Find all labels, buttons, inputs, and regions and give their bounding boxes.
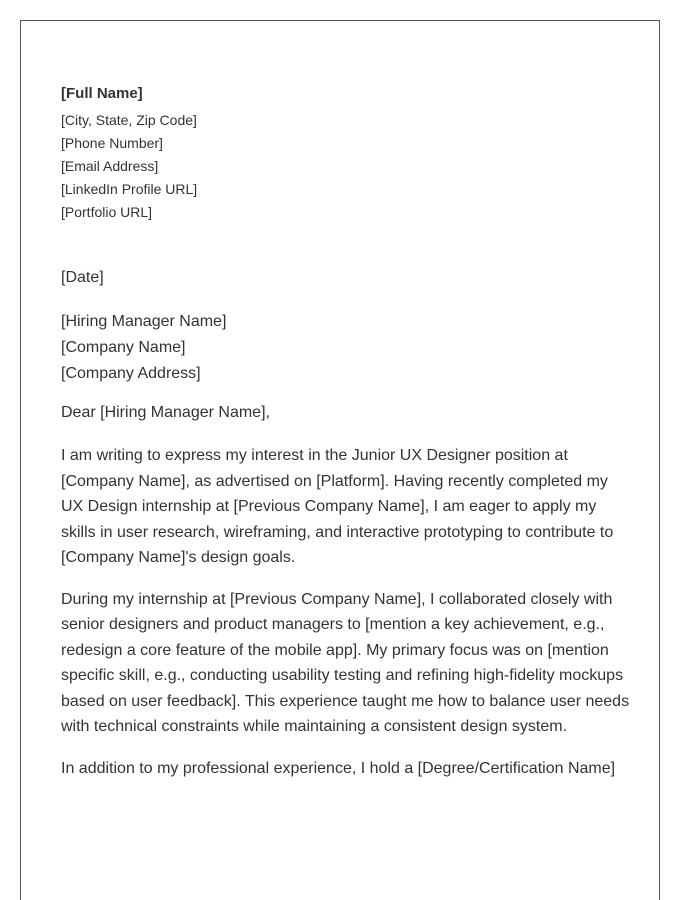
- sender-phone: [Phone Number]: [61, 135, 163, 151]
- recipient-company-name: [Company Name]: [61, 339, 186, 356]
- recipient-company-address: [Company Address]: [61, 365, 201, 382]
- body-paragraph-1: I am writing to express my interest in the Junior UX Designer position at [Company Name], as advertised on [Platform]. Having recently completed my UX Design internship at [Previous Company Name], I am eager to apply my skills in user research, wireframing, and interactive prototyping to contribute to [Company Name]'s design goals.: [61, 447, 614, 566]
- sender-portfolio: [Portfolio URL]: [61, 204, 153, 220]
- sender-full-name: [Full Name]: [61, 85, 143, 102]
- body-paragraph-2: During my internship at [Previous Company Name], I collaborated closely with senior designers and product managers to [mention a key achievement, e.g., redesign a core feature of the mobile app]. My primary focus was on [mention specific skill, e.g., conducting usability testing and refining high-fidelity mockups based on user feedback]. This experience taught me how to balance user needs with technical constraints while maintaining a consistent design system.: [61, 590, 630, 735]
- body-paragraph-3: In addition to my professional experience, I hold a [Degree/Certification Name]: [61, 759, 616, 777]
- salutation: Dear [Hiring Manager Name],: [61, 404, 270, 421]
- letter-content: [61, 85, 631, 781]
- sender-city-state-zip: [City, State, Zip Code]: [61, 112, 197, 128]
- recipient-hiring-manager: [Hiring Manager Name]: [61, 313, 227, 330]
- letter-page: [20, 20, 660, 900]
- sender-linkedin: [LinkedIn Profile URL]: [61, 181, 198, 197]
- recipient-block: [61, 309, 631, 387]
- letter-date: [Date]: [61, 269, 104, 286]
- sender-email: [Email Address]: [61, 158, 159, 174]
- sender-block: [61, 85, 631, 224]
